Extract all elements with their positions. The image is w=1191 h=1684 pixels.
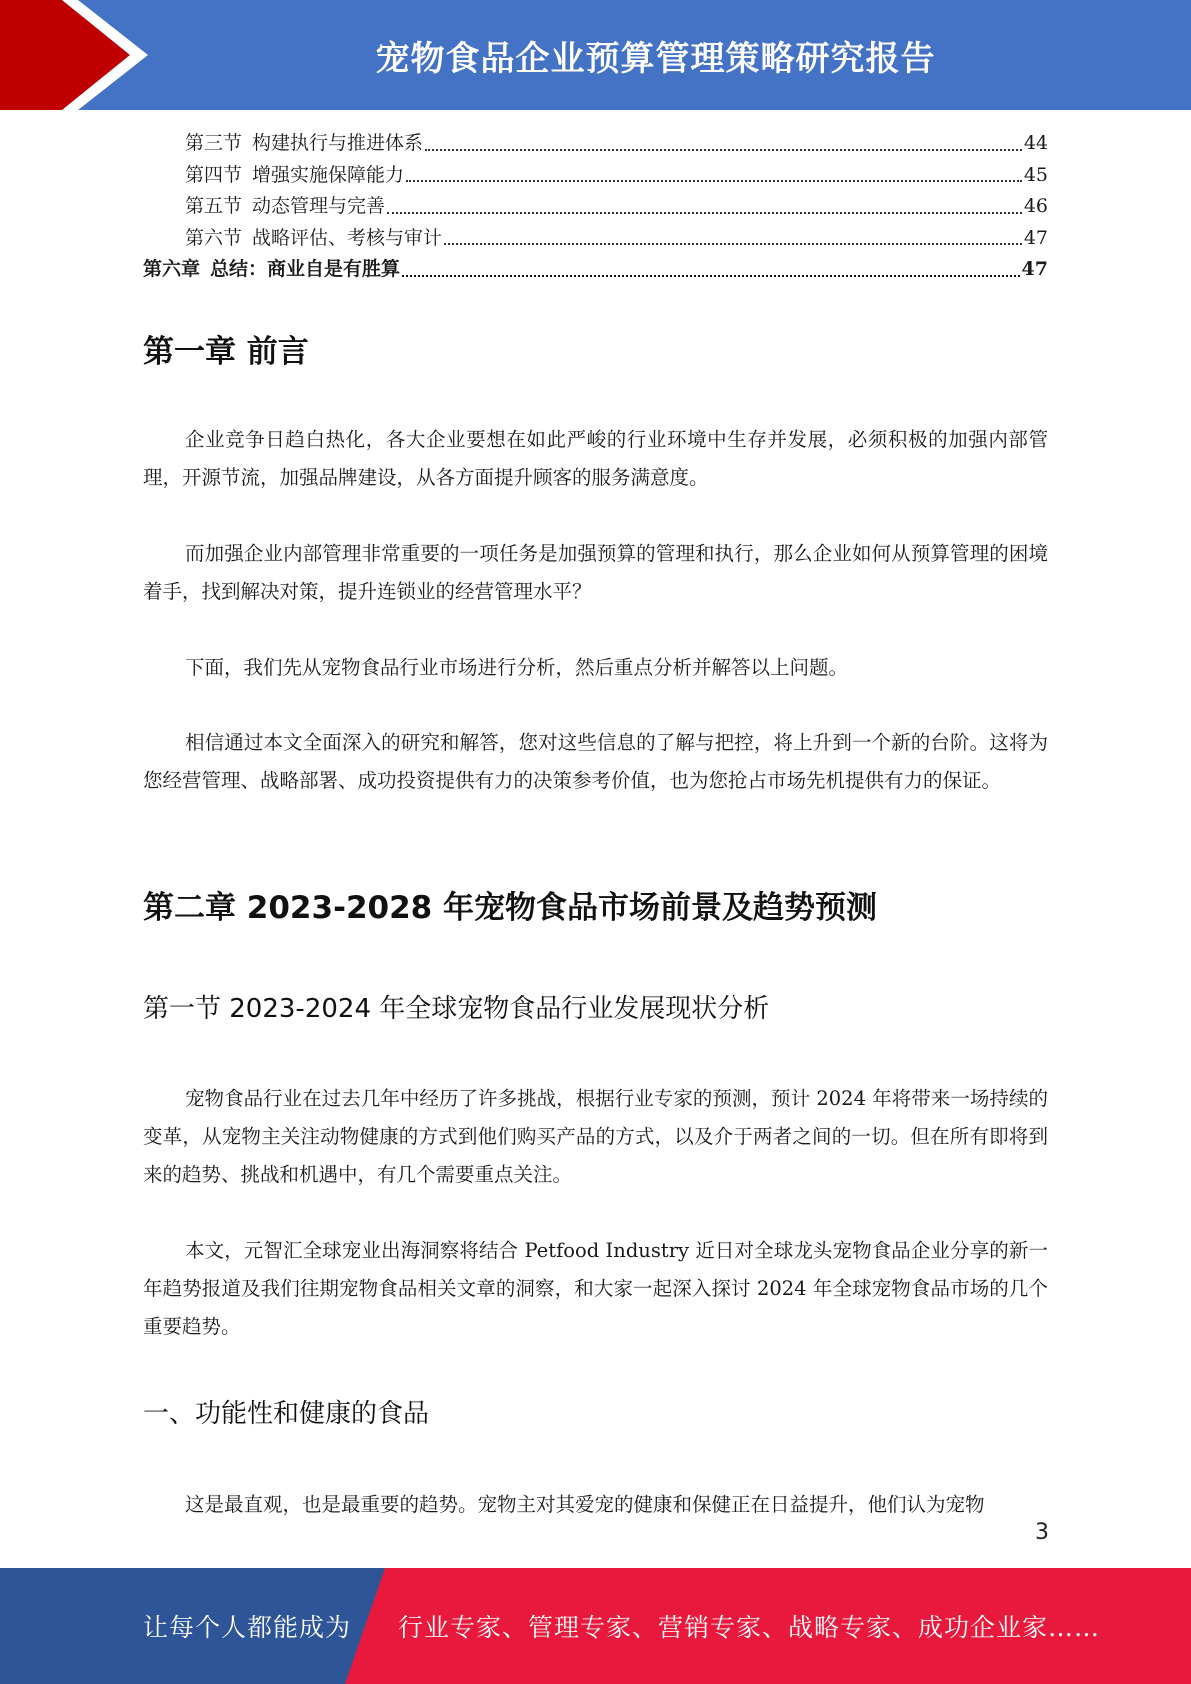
toc-leader bbox=[387, 212, 1022, 214]
paragraph: 相信通过本文全面深入的研究和解答，您对这些信息的了解与把控，将上升到一个新的台阶。这将为您经营管理、战略部署、成功投资提供有力的决策参考价值，也为您抢占市场先机提供有力的保证。 bbox=[143, 731, 1048, 792]
toc-leader bbox=[425, 149, 1022, 151]
toc-entry-chapter[interactable] bbox=[143, 254, 1048, 286]
footer-slogan-left: 让每个人都能成为 bbox=[143, 1613, 352, 1642]
table-of-contents bbox=[143, 128, 1048, 286]
toc-entry-label: 第三节 构建执行与推进体系 bbox=[185, 132, 424, 154]
paragraph: 而加强企业内部管理非常重要的一项任务是加强预算的管理和执行，那么企业如何从预算管理的困境着手，找到解决对策，提升连锁业的经营管理水平？ bbox=[143, 542, 1048, 603]
toc-entry-label: 第六章 总结：商业自是有胜算 bbox=[143, 258, 401, 280]
red-arrow-decoration bbox=[0, 0, 150, 110]
toc-entry-label: 第五节 动态管理与完善 bbox=[185, 195, 386, 217]
toc-entry[interactable] bbox=[143, 223, 1048, 255]
page-footer bbox=[0, 1568, 1191, 1684]
chapter-heading: 第二章 2023-2028 年宠物食品市场前景及趋势预测 bbox=[143, 890, 878, 926]
toc-entry[interactable] bbox=[143, 128, 1048, 160]
toc-leader bbox=[444, 243, 1022, 245]
toc-page-number: 46 bbox=[1023, 195, 1048, 217]
toc-page-number: 47 bbox=[1023, 226, 1048, 249]
subsection-heading: 一、功能性和健康的食品 bbox=[143, 1399, 430, 1429]
paragraph: 企业竞争日趋白热化，各大企业要想在如此严峻的行业环境中生存并发展，必须积极的加强内部管理，开源节流，加强品牌建设，从各方面提升顾客的服务满意度。 bbox=[143, 428, 1048, 489]
paragraph: 本文，元智汇全球宠业出海洞察将结合 Petfood Industry 近日对全球龙头宠物食品企业分享的新一年趋势报道及我们往期宠物食品相关文章的洞察，和大家一起深入探讨 2024 年全球宠物食品市场的几个重要趋势。 bbox=[143, 1239, 1048, 1338]
page-header bbox=[0, 0, 1191, 110]
chapter-heading: 第一章 前言 bbox=[143, 334, 309, 370]
toc-leader bbox=[406, 180, 1022, 182]
toc-page-number: 47 bbox=[1021, 258, 1048, 280]
paragraph: 宠物食品行业在过去几年中经历了许多挑战，根据行业专家的预测，预计 2024 年将带来一场持续的变革，从宠物主关注动物健康的方式到他们购买产品的方式，以及介于两者之间的一切。但在所有即将到来的趋势、挑战和机遇中，有几个需要重点关注。 bbox=[143, 1087, 1048, 1186]
toc-leader bbox=[402, 275, 1020, 277]
page-number: 3 bbox=[1035, 1520, 1049, 1545]
toc-entry[interactable] bbox=[143, 160, 1048, 192]
section-heading: 第一节 2023-2024 年全球宠物食品行业发展现状分析 bbox=[143, 994, 770, 1024]
report-title: 宠物食品企业预算管理策略研究报告 bbox=[375, 38, 936, 79]
paragraph: 这是最直观，也是最重要的趋势。宠物主对其爱宠的健康和保健正在日益提升，他们认为宠物 bbox=[185, 1493, 985, 1516]
toc-entry-label: 第六节 战略评估、考核与审计 bbox=[185, 226, 443, 249]
toc-entry[interactable] bbox=[143, 191, 1048, 223]
paragraph: 下面，我们先从宠物食品行业市场进行分析，然后重点分析并解答以上问题。 bbox=[185, 656, 849, 679]
footer-slogan-right: 行业专家、管理专家、营销专家、战略专家、成功企业家…… bbox=[398, 1613, 1101, 1642]
toc-entry-label: 第四节 增强实施保障能力 bbox=[185, 163, 405, 186]
toc-page-number: 44 bbox=[1023, 132, 1048, 154]
toc-page-number: 45 bbox=[1023, 163, 1048, 186]
